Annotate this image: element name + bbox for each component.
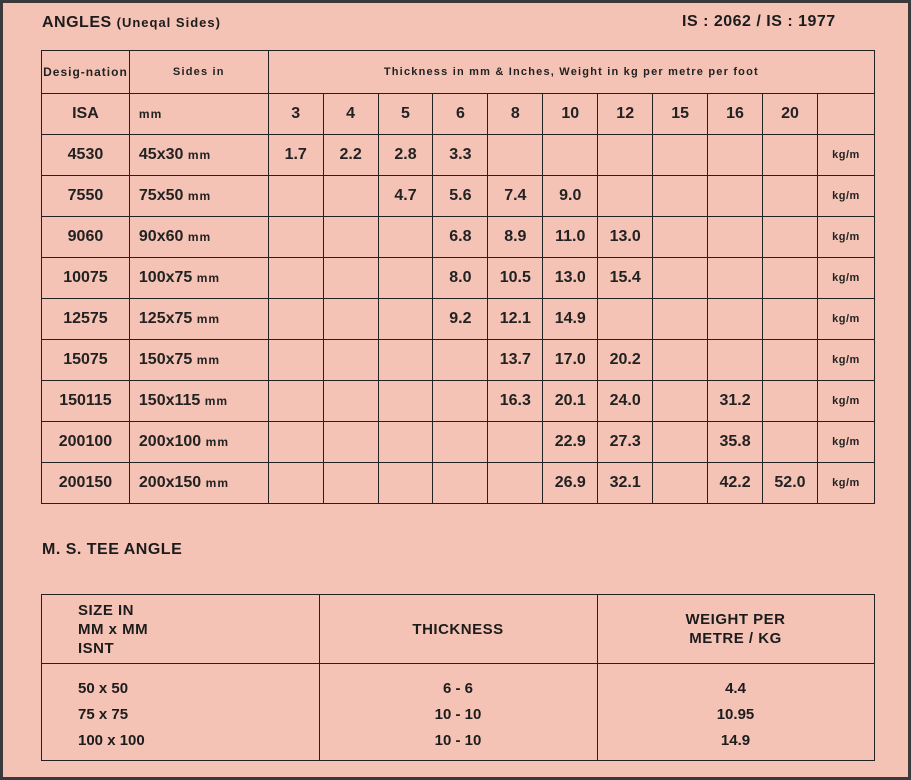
- frame-top-border: [0, 0, 911, 3]
- weight-unit-cell: kg/m: [817, 340, 874, 381]
- thickness-20-header: 20: [763, 94, 818, 135]
- tee-size-header: [78, 601, 148, 658]
- side-size-unit: mm: [187, 230, 212, 244]
- weight-cell: 5.6: [433, 176, 488, 217]
- table-row: [42, 463, 875, 504]
- tee-header-divider: [42, 663, 874, 664]
- weight-cell: [708, 299, 763, 340]
- angles-table: [41, 50, 875, 504]
- table-row: [42, 422, 875, 463]
- side-size-unit: mm: [196, 312, 221, 326]
- weight-cell: [433, 340, 488, 381]
- weight-cell: [488, 463, 543, 504]
- weight-cell: [268, 422, 323, 463]
- tee-weight-header-line: METRE / KG: [689, 630, 782, 647]
- designation-cell: 4530: [42, 135, 130, 176]
- tee-thickness-column: [319, 676, 597, 754]
- table-header-row: [42, 51, 875, 94]
- weight-cell: [323, 258, 378, 299]
- weight-cell: 32.1: [598, 463, 653, 504]
- weight-cell: [763, 340, 818, 381]
- tee-weight-column: [597, 676, 874, 754]
- weight-cell: [323, 299, 378, 340]
- weight-cell: [488, 422, 543, 463]
- thickness-10-header: 10: [543, 94, 598, 135]
- side-size-cell: [129, 463, 268, 504]
- weight-cell: [653, 422, 708, 463]
- side-size-unit: mm: [196, 353, 221, 367]
- isa-label: ISA: [42, 94, 130, 135]
- weight-unit-cell: kg/m: [817, 217, 874, 258]
- weight-cell: 20.2: [598, 340, 653, 381]
- weight-cell: [708, 176, 763, 217]
- table-row: [42, 176, 875, 217]
- weight-cell: 17.0: [543, 340, 598, 381]
- weight-cell: [708, 258, 763, 299]
- side-size-cell: [129, 135, 268, 176]
- weight-cell: 12.1: [488, 299, 543, 340]
- weight-cell: [653, 340, 708, 381]
- side-size-value: 75x50: [138, 187, 184, 204]
- thickness-15-header: 15: [653, 94, 708, 135]
- side-size-cell: [129, 176, 268, 217]
- weight-cell: 27.3: [598, 422, 653, 463]
- weight-cell: [653, 217, 708, 258]
- side-size-cell: [129, 422, 268, 463]
- title-sub: (Uneqal Sides): [116, 15, 221, 30]
- weight-cell: [763, 217, 818, 258]
- weight-cell: [268, 299, 323, 340]
- weight-cell: 31.2: [708, 381, 763, 422]
- side-size-unit: mm: [187, 189, 212, 203]
- weight-cell: 20.1: [543, 381, 598, 422]
- designation-cell: 200150: [42, 463, 130, 504]
- side-size-value: 90x60: [138, 228, 184, 245]
- thickness-3-header: 3: [268, 94, 323, 135]
- side-size-value: 150x75: [138, 351, 193, 368]
- side-size-unit: mm: [196, 271, 221, 285]
- weight-cell: [378, 422, 433, 463]
- weight-cell: [653, 463, 708, 504]
- side-size-value: 100x75: [138, 269, 193, 286]
- weight-cell: 8.0: [433, 258, 488, 299]
- weight-cell: 11.0: [543, 217, 598, 258]
- side-size-value: 125x75: [138, 310, 193, 327]
- weight-cell: [268, 258, 323, 299]
- side-size-unit: mm: [205, 476, 229, 490]
- table-row: [42, 217, 875, 258]
- table-row: [42, 299, 875, 340]
- weight-cell: [598, 299, 653, 340]
- sides-header: Sides in: [129, 51, 268, 94]
- weight-cell: 35.8: [708, 422, 763, 463]
- thickness-row: [42, 94, 875, 135]
- weight-cell: 2.8: [378, 135, 433, 176]
- weight-cell: [708, 340, 763, 381]
- weight-cell: [323, 381, 378, 422]
- tee-weight-header: [597, 610, 874, 648]
- weight-unit-cell: kg/m: [817, 135, 874, 176]
- weight-cell: [378, 299, 433, 340]
- designation-header: Desig-nation: [42, 51, 130, 94]
- weight-cell: [763, 258, 818, 299]
- weight-cell: [268, 340, 323, 381]
- mm-label: mm: [129, 94, 268, 135]
- weight-cell: 2.2: [323, 135, 378, 176]
- table-row: [42, 340, 875, 381]
- tee-size-header-line: SIZE IN: [78, 602, 135, 619]
- designation-cell: 9060: [42, 217, 130, 258]
- tee-thickness-cell: 10 - 10: [434, 706, 482, 723]
- designation-cell: 12575: [42, 299, 130, 340]
- weight-cell: 42.2: [708, 463, 763, 504]
- weight-unit-cell: kg/m: [817, 422, 874, 463]
- weight-cell: 22.9: [543, 422, 598, 463]
- weight-cell: [763, 422, 818, 463]
- tee-weight-cell: 14.9: [720, 732, 751, 749]
- weight-cell: 16.3: [488, 381, 543, 422]
- weight-cell: [488, 135, 543, 176]
- side-size-cell: [129, 299, 268, 340]
- weight-cell: 1.7: [268, 135, 323, 176]
- weight-cell: [323, 176, 378, 217]
- weight-cell: [323, 340, 378, 381]
- tee-size-cell: 50 x 50: [78, 680, 129, 697]
- weight-cell: 13.0: [543, 258, 598, 299]
- weight-cell: [268, 381, 323, 422]
- designation-cell: 15075: [42, 340, 130, 381]
- thickness-header: Thickness in mm & Inches, Weight in kg per metre per foot: [268, 51, 874, 94]
- weight-cell: 3.3: [433, 135, 488, 176]
- weight-cell: [433, 463, 488, 504]
- weight-cell: [763, 381, 818, 422]
- tee-size-column: [78, 676, 145, 754]
- weight-cell: 24.0: [598, 381, 653, 422]
- table-row: [42, 135, 875, 176]
- standard-label: IS : 2062 / IS : 1977: [682, 13, 836, 30]
- tee-angle-table: [41, 594, 875, 761]
- designation-cell: 10075: [42, 258, 130, 299]
- weight-cell: 14.9: [543, 299, 598, 340]
- weight-cell: 13.7: [488, 340, 543, 381]
- tee-weight-cell: 4.4: [725, 680, 746, 697]
- weight-cell: 9.2: [433, 299, 488, 340]
- frame-left-border: [0, 0, 3, 780]
- weight-cell: 15.4: [598, 258, 653, 299]
- weight-cell: 8.9: [488, 217, 543, 258]
- weight-cell: [598, 135, 653, 176]
- weight-cell: 6.8: [433, 217, 488, 258]
- tee-thickness-header: THICKNESS: [412, 621, 504, 638]
- side-size-unit: mm: [204, 394, 229, 408]
- weight-unit-cell: kg/m: [817, 299, 874, 340]
- weight-cell: [763, 299, 818, 340]
- thickness-8-header: 8: [488, 94, 543, 135]
- tee-angle-title: M. S. TEE ANGLE: [42, 541, 183, 558]
- weight-cell: 13.0: [598, 217, 653, 258]
- weight-cell: [433, 422, 488, 463]
- side-size-cell: [129, 217, 268, 258]
- table-row: [42, 258, 875, 299]
- weight-cell: 26.9: [543, 463, 598, 504]
- thickness-12-header: 12: [598, 94, 653, 135]
- weight-cell: 9.0: [543, 176, 598, 217]
- thickness-4-header: 4: [323, 94, 378, 135]
- weight-cell: 7.4: [488, 176, 543, 217]
- weight-cell: 4.7: [378, 176, 433, 217]
- weight-cell: [268, 463, 323, 504]
- weight-cell: [653, 135, 708, 176]
- tee-size-cell: 75 x 75: [78, 706, 129, 723]
- side-size-unit: mm: [205, 435, 229, 449]
- tee-size-header-line: ISNT: [78, 640, 115, 657]
- weight-cell: [378, 217, 433, 258]
- page-title: [42, 14, 221, 32]
- tee-thickness-cell: 6 - 6: [442, 680, 473, 697]
- side-size-cell: [129, 381, 268, 422]
- weight-unit-cell: kg/m: [817, 258, 874, 299]
- side-size-value: 200x100: [138, 433, 202, 450]
- unit-header-cell: [817, 94, 874, 135]
- side-size-cell: [129, 340, 268, 381]
- tee-size-header-line: MM x MM: [78, 621, 149, 638]
- weight-cell: [763, 176, 818, 217]
- side-size-value: 45x30: [138, 146, 184, 163]
- weight-cell: [653, 299, 708, 340]
- weight-cell: [653, 381, 708, 422]
- tee-weight-header-line: WEIGHT PER: [685, 611, 786, 628]
- weight-cell: [708, 217, 763, 258]
- weight-cell: [708, 135, 763, 176]
- weight-cell: [378, 258, 433, 299]
- tee-size-cell: 100 x 100: [78, 732, 145, 749]
- side-size-unit: mm: [187, 148, 212, 162]
- weight-cell: [378, 381, 433, 422]
- weight-cell: [268, 176, 323, 217]
- weight-cell: [323, 463, 378, 504]
- weight-cell: [653, 176, 708, 217]
- thickness-5-header: 5: [378, 94, 433, 135]
- weight-cell: 10.5: [488, 258, 543, 299]
- designation-cell: 150115: [42, 381, 130, 422]
- side-size-cell: [129, 258, 268, 299]
- weight-cell: 52.0: [763, 463, 818, 504]
- thickness-6-header: 6: [433, 94, 488, 135]
- tee-thickness-cell: 10 - 10: [434, 732, 482, 749]
- weight-cell: [323, 217, 378, 258]
- weight-cell: [543, 135, 598, 176]
- weight-cell: [598, 176, 653, 217]
- weight-unit-cell: kg/m: [817, 463, 874, 504]
- weight-cell: [433, 381, 488, 422]
- designation-cell: 200100: [42, 422, 130, 463]
- weight-unit-cell: kg/m: [817, 176, 874, 217]
- weight-unit-cell: kg/m: [817, 381, 874, 422]
- title-main: ANGLES: [42, 14, 112, 31]
- weight-cell: [653, 258, 708, 299]
- table-row: [42, 381, 875, 422]
- weight-cell: [323, 422, 378, 463]
- designation-cell: 7550: [42, 176, 130, 217]
- weight-cell: [268, 217, 323, 258]
- thickness-16-header: 16: [708, 94, 763, 135]
- tee-weight-cell: 10.95: [716, 706, 755, 723]
- weight-cell: [763, 135, 818, 176]
- weight-cell: [378, 340, 433, 381]
- weight-cell: [378, 463, 433, 504]
- side-size-value: 200x150: [138, 474, 202, 491]
- side-size-value: 150x115: [138, 392, 201, 409]
